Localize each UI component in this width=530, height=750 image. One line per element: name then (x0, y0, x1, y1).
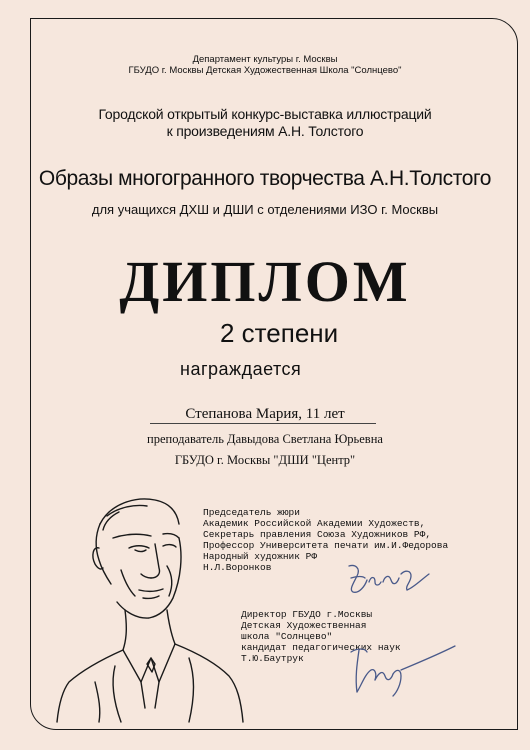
teacher-name: преподаватель Давыдова Светлана Юрьевна (147, 432, 383, 446)
director-name: Т.Ю.Баутрук (241, 653, 304, 664)
jury-chairman-name: Н.Л.Воронков (203, 562, 272, 573)
director-line-2: Детская Художественная (241, 620, 367, 631)
contest-theme: Образы многогранного творчества А.Н.Толстого (38, 167, 492, 190)
director-signature (345, 640, 460, 700)
school-name: ГБУДО г. Москвы "ДШИ "Центр" (174, 453, 356, 467)
winner-underline (150, 423, 376, 424)
director-line-4: кандидат педагогических наук (241, 642, 401, 653)
jury-line-2: Академик Российской Академии Художеств, (203, 518, 426, 529)
jury-line-3: Секретарь правления Союза Художников РФ, (203, 529, 432, 540)
jury-chairman-signature (345, 560, 435, 600)
winner-name: Степанова Мария, 11 лет (185, 406, 345, 422)
department-line-1: Департамент культуры г. Москвы (192, 54, 338, 65)
jury-line-1: Председатель жюри (203, 507, 300, 518)
diploma-degree: 2 степени (220, 318, 339, 348)
jury-line-5: Народный художник РФ (203, 551, 318, 562)
contest-audience: для учащихся ДХШ и ДШИ с отделениями ИЗО г. Москвы (91, 202, 439, 217)
department-line-2: ГБУДО г. Москвы Детская Художественная Школа "Солнцево" (128, 65, 402, 76)
director-line-1: Директор ГБУДО г.Москвы (241, 609, 373, 620)
diploma-title: ДИПЛОМ (119, 249, 411, 314)
jury-line-4: Профессор Университета печати им.И.Федорова (203, 540, 449, 551)
director-line-3: школа "Солнцево" (241, 631, 333, 642)
contest-title-line-1: Городской открытый конкурс-выставка иллюстраций (98, 106, 432, 122)
contest-title-line-2: к произведениям А.Н. Толстого (166, 123, 364, 139)
awarded-label: награждается (180, 359, 302, 379)
